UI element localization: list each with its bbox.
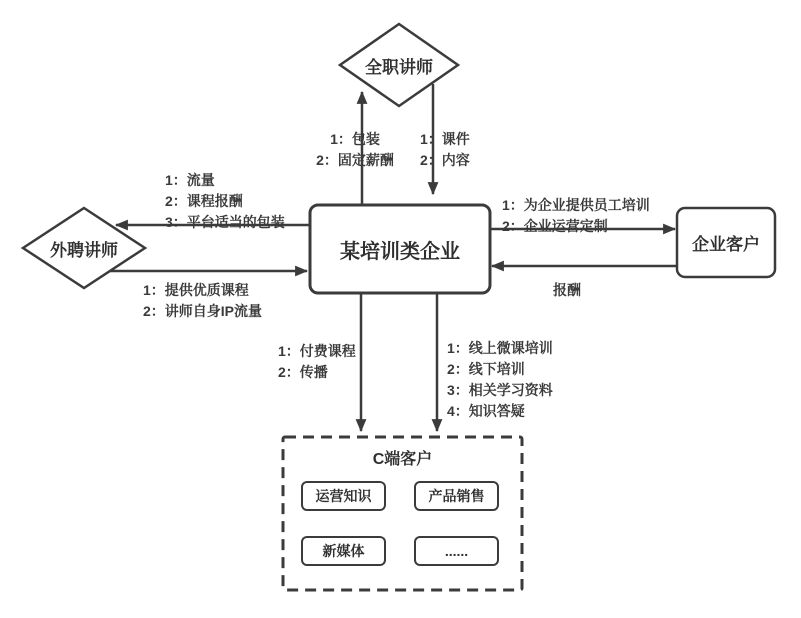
edge-label-external-to-company bbox=[143, 280, 262, 322]
edge-label-fulltime-to-company bbox=[420, 129, 470, 171]
edge-label-line: 2：课程报酬 bbox=[165, 193, 243, 209]
edge-label-line: 1：课件 bbox=[420, 131, 470, 147]
edge-label-company-to-cgroup-left bbox=[278, 341, 356, 383]
edge-label-company-to-enterprise bbox=[502, 195, 650, 237]
edge-label-line: 1：为企业提供员工培训 bbox=[502, 197, 650, 213]
edge-label-line: 2：线下培训 bbox=[447, 361, 525, 377]
more-label: ...... bbox=[444, 543, 469, 559]
edge-label-company-to-external bbox=[165, 170, 285, 233]
edge-label-line: 3：平台适当的包装 bbox=[165, 214, 285, 230]
edge-label-line: 2：企业运营定制 bbox=[502, 218, 608, 234]
edge-label-enterprise-to-company bbox=[553, 280, 581, 301]
edge-label-line: 2：固定薪酬 bbox=[316, 152, 394, 168]
external-lecturer-label: 外聘讲师 bbox=[50, 240, 118, 260]
c-customer-group-title: C端客户 bbox=[372, 451, 433, 468]
edge-label-line: 4：知识答疑 bbox=[447, 403, 525, 419]
edge-label-line: 2：内容 bbox=[420, 152, 470, 168]
edge-label-line: 1：提供优质课程 bbox=[143, 282, 249, 298]
operations-knowledge-label: 运营知识 bbox=[315, 488, 372, 504]
edge-label-line: 1：流量 bbox=[165, 172, 215, 188]
edge-label-line: 3：相关学习资料 bbox=[447, 382, 553, 398]
new-media-label: 新媒体 bbox=[322, 543, 365, 559]
edge-label-company-to-fulltime bbox=[293, 129, 417, 171]
edge-label-line: 1：包装 bbox=[330, 131, 380, 147]
edge-label-line: 报酬 bbox=[553, 282, 581, 298]
edge-label-line: 2：传播 bbox=[278, 364, 328, 380]
training-company-label: 某培训类企业 bbox=[340, 240, 460, 263]
product-sales-label: 产品销售 bbox=[428, 488, 485, 504]
edge-label-line: 1：付费课程 bbox=[278, 343, 356, 359]
enterprise-customer-label: 企业客户 bbox=[692, 235, 760, 254]
edge-label-line: 2：讲师自身IP流量 bbox=[143, 303, 263, 319]
fulltime-lecturer-label: 全职讲师 bbox=[365, 57, 433, 77]
edge-label-company-to-cgroup-right bbox=[447, 338, 553, 422]
edge-label-line: 1：线上微课培训 bbox=[447, 340, 553, 356]
